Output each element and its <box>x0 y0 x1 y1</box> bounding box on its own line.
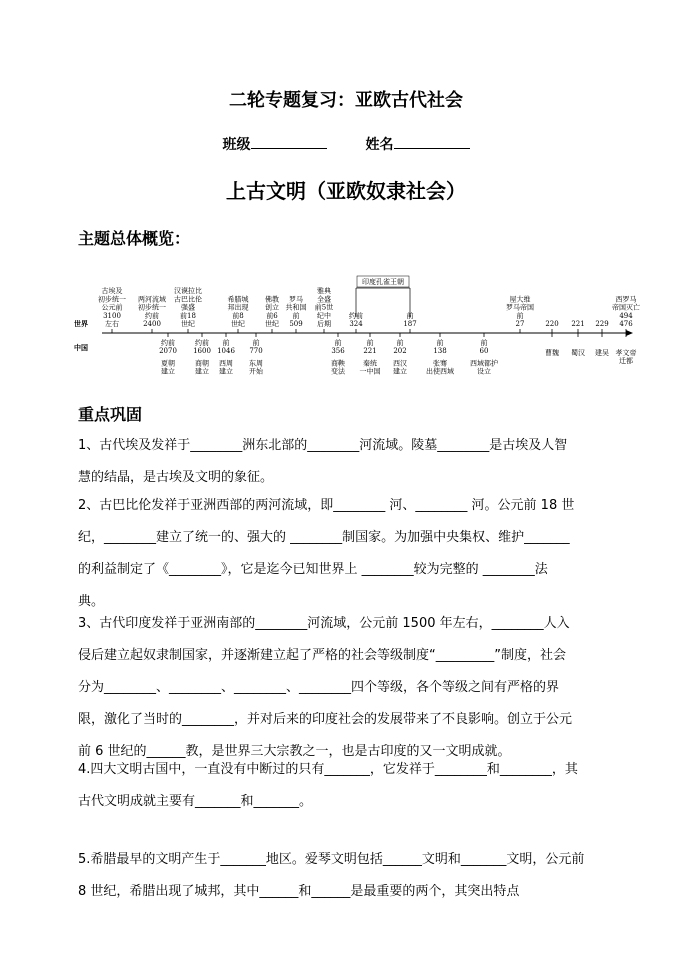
timeline-top-label: 希腊城 <box>227 295 249 304</box>
timeline-bottom-label: 356 <box>331 347 345 356</box>
class-name-line <box>0 134 692 154</box>
history-timeline <box>70 262 640 392</box>
class-label: 班级 <box>222 137 251 153</box>
timeline-top-label: 2400 <box>143 320 161 328</box>
timeline-top-label: 229 <box>595 320 609 328</box>
india-label: 印度孔雀王朝 <box>362 278 404 286</box>
q2-line: 2、古巴比伦发祥于亚洲西部的两河流域，即________ 河、________ 河。公元前 18 世 <box>78 498 575 513</box>
timeline-top-label: 221 <box>571 320 585 328</box>
timeline-top-label: 全盛 <box>317 295 331 304</box>
timeline-bottom-label: 西周 <box>219 359 233 368</box>
question-2 <box>78 490 618 618</box>
question-5 <box>78 844 618 908</box>
q4-line: 4.四大文明古国中，一直没有中断过的只有_______，它发祥于________和________，其 <box>78 762 578 777</box>
timeline-top-label: 509 <box>289 320 303 328</box>
timeline-top-label: 后期 <box>317 320 331 328</box>
q1-line: 慧的结晶，是古埃及文明的象征。 <box>78 470 274 485</box>
timeline-bottom-label: 张骞 <box>433 359 447 368</box>
q2-line: 纪，________建立了统一的、强大的 ________制国家。为加强中央集权、维护_______ <box>78 530 570 545</box>
timeline-bottom-label: 商鞅 <box>331 359 345 368</box>
timeline-bottom-label: 前 <box>222 339 230 347</box>
timeline-top-label: 前 <box>292 311 300 320</box>
timeline-top-label: 古埃及 <box>101 287 123 296</box>
timeline-bottom-label: 孝文帝 <box>615 349 637 357</box>
q3-line: 前 6 世纪的______教，是世界三大宗教之一，也是古印度的又一文明成就。 <box>78 744 511 759</box>
timeline-bottom-label: 建立 <box>161 367 175 376</box>
q3-line: 3、古代印度发祥于亚洲南部的________河流域，公元前 1500 年左右，________人入 <box>78 616 570 631</box>
timeline-bottom-label: 建立 <box>219 367 233 376</box>
timeline-bottom-label: 秦统 <box>363 359 377 368</box>
section-subtitle: 上古文明（亚欧奴隶社会） <box>226 179 466 203</box>
timeline-bottom-label: 138 <box>433 347 447 356</box>
timeline-top-label: 324 <box>349 320 363 328</box>
timeline-top-label: 前5世 <box>314 303 334 312</box>
question-3 <box>78 608 618 768</box>
timeline-top-label: 帝国灭亡 <box>612 303 640 312</box>
class-blank[interactable] <box>251 136 327 149</box>
timeline-bottom-label: 蜀汉 <box>571 349 585 357</box>
timeline-top-label: 前 <box>406 311 414 320</box>
timeline-bottom-label: 变法 <box>331 367 345 376</box>
timeline-bottom-label: 前 <box>396 339 404 347</box>
timeline-bottom-label: 一中国 <box>359 367 381 376</box>
timeline-bottom-label: 前 <box>334 339 342 347</box>
question-4 <box>78 754 618 818</box>
timeline-bottom-label: 60 <box>479 347 489 356</box>
q4-line: 古代文明成就主要有_______和_______。 <box>78 794 313 809</box>
name-blank[interactable] <box>394 136 470 149</box>
timeline-top-label: 27 <box>515 320 525 328</box>
q2-line: 典。 <box>78 594 105 609</box>
name-label: 姓名 <box>365 137 394 153</box>
timeline-top-label: 西罗马 <box>615 295 637 304</box>
q5-line: 5.希腊最早的文明产生于_______地区。爱琴文明包括______文明和_______文明，公元前 <box>78 852 585 867</box>
timeline-top-label: 罗马帝国 <box>506 303 534 312</box>
timeline-bottom-label: 建立 <box>393 367 407 376</box>
timeline-top-label: 汉谟拉比 <box>174 287 202 296</box>
timeline-bottom-label: 出使西域 <box>426 367 454 376</box>
q3-line: 限，激化了当时的________，并对后来的印度社会的发展带来了不良影响。创立于公元 <box>78 712 573 727</box>
q1-line: 1、古代埃及发祥于________洲东北部的________河流域。陵墓________是古埃及人智 <box>78 438 568 453</box>
timeline-bottom-label: 2070 <box>159 347 177 356</box>
timeline-bottom-label: 东周 <box>249 359 263 368</box>
row-label-china: 中国 <box>74 343 88 352</box>
timeline-bottom-label: 西域都护 <box>470 359 498 368</box>
timeline-top-label: 屋大维 <box>509 295 531 304</box>
timeline-bottom-label: 前 <box>480 339 488 347</box>
timeline-bottom-label: 夏朝 <box>161 359 175 368</box>
timeline-top-label: 邦出现 <box>227 303 249 312</box>
timeline-top-label: 494 <box>619 311 633 320</box>
timeline-bottom-label: 221 <box>363 347 377 356</box>
timeline-top-label: 纪中 <box>317 311 331 320</box>
timeline-top-label: 世纪 <box>265 320 279 328</box>
timeline-bottom-label: 迁都 <box>619 357 633 366</box>
timeline-bottom-label: 建立 <box>195 367 209 376</box>
timeline-top-label: 世纪 <box>181 320 195 328</box>
timeline-top-label: 前6 <box>266 311 278 320</box>
timeline-top-label: 左右 <box>105 320 119 328</box>
timeline-top-label: 约前 <box>145 311 159 320</box>
timeline-top-label: 3100 <box>103 311 121 320</box>
timeline-bottom-label: 约前 <box>161 339 175 347</box>
timeline-arrow-icon <box>626 330 633 336</box>
q5-line: 8 世纪，希腊出现了城邦，其中______和______是最重要的两个，其突出特点 <box>78 884 520 899</box>
timeline-top-label: 两河流域 <box>138 295 166 304</box>
overview-heading: 主题总体概览： <box>78 229 191 248</box>
timeline-top-label: 雅典 <box>317 287 331 296</box>
timeline-bottom-label: 西汉 <box>393 359 407 368</box>
timeline-top-label: 公元前 <box>101 303 123 312</box>
timeline-bottom-label: 202 <box>393 347 407 356</box>
q3-line: 分为________、________、________、________四个等级，各个等级之间有严格的界 <box>78 680 560 695</box>
row-label-world: 世界 <box>74 319 88 328</box>
q2-line: 的利益制定了《________》，它是迄今已知世界上 ________较为完整的 ________法 <box>78 562 548 577</box>
page-title: 二轮专题复习：亚欧古代社会 <box>229 90 463 111</box>
timeline-bottom-label: 约前 <box>195 339 209 347</box>
timeline-top-label: 初步统一 <box>98 295 126 304</box>
timeline-top-label: 约前 <box>349 311 363 320</box>
timeline-bottom-label: 商朝 <box>195 359 209 368</box>
timeline-bottom-label: 770 <box>249 347 263 356</box>
timeline-bottom-label: 建吴 <box>595 349 609 357</box>
q3-line: 侵后建立起奴隶制国家，并逐渐建立起了严格的社会等级制度“_________”制度，社会 <box>78 648 566 663</box>
timeline-top-label: 476 <box>619 320 633 328</box>
timeline-top-label: 前 <box>516 311 524 320</box>
review-heading: 重点巩固 <box>78 405 143 424</box>
question-1 <box>78 430 618 494</box>
timeline-bottom-label: 前 <box>436 339 444 347</box>
timeline-top-label: 187 <box>403 320 417 328</box>
timeline-top-label: 初步统一 <box>138 303 166 312</box>
timeline-top-label: 罗马 <box>289 295 303 304</box>
timeline-bottom-label: 1600 <box>193 347 211 356</box>
timeline-top-label: 共和国 <box>285 303 307 312</box>
timeline-top-label: 220 <box>545 320 559 328</box>
timeline-bottom-label: 前 <box>252 339 260 347</box>
timeline-bottom-label: 曹魏 <box>545 349 559 357</box>
timeline-bottom-label: 设立 <box>477 367 491 376</box>
timeline-bottom-label: 开始 <box>249 367 263 376</box>
timeline-top-label: 强盛 <box>181 303 195 312</box>
timeline-top-label: 世纪 <box>231 320 245 328</box>
timeline-bottom-label: 前 <box>366 339 374 347</box>
timeline-top-label: 前8 <box>232 311 244 320</box>
timeline-top-label: 前18 <box>180 311 196 320</box>
timeline-top-label: 创立 <box>265 303 279 312</box>
timeline-bottom-label: 1046 <box>217 347 235 356</box>
timeline-top-label: 古巴比伦 <box>174 295 202 304</box>
timeline-top-label: 佛教 <box>265 295 279 304</box>
